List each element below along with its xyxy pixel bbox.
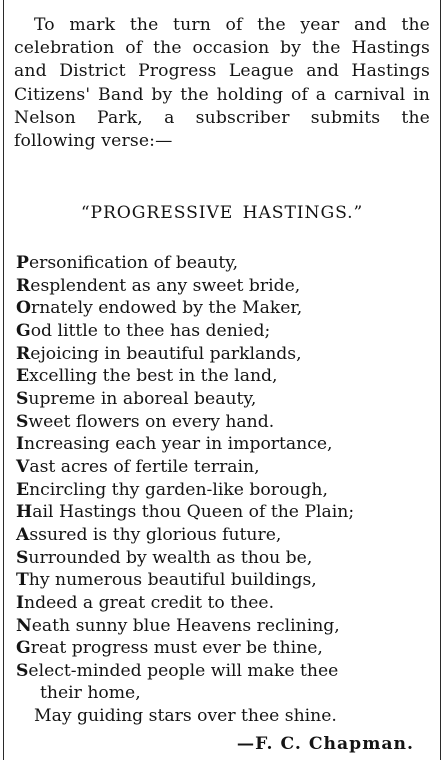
acrostic-initial: P — [16, 253, 29, 273]
poem-line — [16, 479, 430, 502]
poem-line — [16, 660, 430, 683]
poem-line-text: hy numerous beautiful buildings, — [28, 570, 317, 591]
poem-line — [16, 275, 430, 298]
poem-line-text: ncreasing each year in importance, — [24, 434, 333, 455]
poem-line-text: urrounded by wealth as thou be, — [28, 547, 313, 568]
poem-line-text: weet flowers on every hand. — [28, 411, 275, 432]
poem-line — [16, 297, 430, 320]
poem-line-text: od little to thee has denied; — [30, 320, 271, 341]
poem-line — [16, 637, 430, 660]
right-column-rule — [440, 0, 441, 760]
poem-line — [16, 365, 430, 388]
acrostic-initial: I — [16, 434, 25, 455]
poem-line — [16, 615, 430, 638]
acrostic-initial: I — [16, 592, 25, 613]
author-signature: —F. C. Chapman. — [236, 734, 414, 754]
acrostic-initial: E — [16, 366, 30, 387]
poem-line — [16, 433, 430, 456]
poem-line-text: upreme in aboreal beauty, — [28, 388, 257, 409]
acrostic-initial: T — [16, 570, 29, 591]
poem — [16, 252, 430, 728]
acrostic-initial: G — [16, 638, 31, 659]
poem-line — [16, 411, 430, 434]
acrostic-initial: S — [16, 388, 29, 409]
poem-line — [16, 592, 430, 615]
intro-paragraph — [14, 14, 430, 153]
acrostic-initial: S — [16, 411, 29, 432]
poem-line-text: ncircling thy garden-like borough, — [29, 479, 328, 500]
poem-line — [16, 501, 430, 524]
poem-line — [16, 320, 430, 343]
poem-line-text: ejoicing in beautiful parklands, — [30, 343, 302, 364]
acrostic-initial: R — [16, 343, 31, 364]
poem-line — [16, 388, 430, 411]
poem-final-line: May guiding stars over thee shine. — [34, 706, 337, 727]
left-column-rule — [3, 0, 4, 760]
poem-line — [16, 569, 430, 592]
poem-line-text: reat progress must ever be thine, — [30, 638, 323, 659]
acrostic-initial: S — [16, 660, 29, 681]
poem-line — [16, 343, 430, 366]
poem-line-text: ail Hastings thou Queen of the Plain; — [32, 502, 355, 523]
acrostic-initial: R — [16, 275, 31, 296]
acrostic-initial: V — [16, 456, 30, 477]
poem-line — [16, 547, 430, 570]
acrostic-initial: G — [16, 320, 31, 341]
poem-line — [16, 456, 430, 479]
acrostic-initial: S — [16, 547, 29, 568]
acrostic-initial: A — [16, 524, 30, 545]
poem-line — [16, 524, 430, 547]
intro-text: To mark the turn of the year and the celebration of the occasion by the Hastings and District Progress League and Hastings Citizens' Band by the holding of a carnival in Nelson Park, a subscriber submits the following verse:— — [14, 15, 430, 152]
acrostic-initial: O — [16, 298, 31, 319]
poem-line-text: xcelling the best in the land, — [29, 366, 278, 387]
poem-title: “PROGRESSIVE HASTINGS.” — [80, 203, 364, 223]
poem-line-text: esplendent as any sweet bride, — [30, 275, 301, 296]
poem-line-text: elect-minded people will make thee — [28, 660, 339, 681]
poem-line-text: eath sunny blue Heavens reclining, — [31, 615, 340, 636]
poem-line-text: rnately endowed by the Maker, — [30, 298, 303, 319]
poem-continuation-line: their home, — [40, 683, 141, 704]
acrostic-initial: N — [16, 615, 32, 636]
acrostic-initial: E — [16, 479, 30, 500]
acrostic-initial: H — [16, 502, 33, 523]
poem-line — [16, 252, 430, 275]
poem-line-text: ast acres of fertile terrain, — [29, 456, 260, 477]
poem-line-text: ndeed a great credit to thee. — [24, 592, 275, 613]
poem-line-text: ssured is thy glorious future, — [29, 524, 282, 545]
poem-line-text: ersonification of beauty, — [28, 253, 239, 273]
